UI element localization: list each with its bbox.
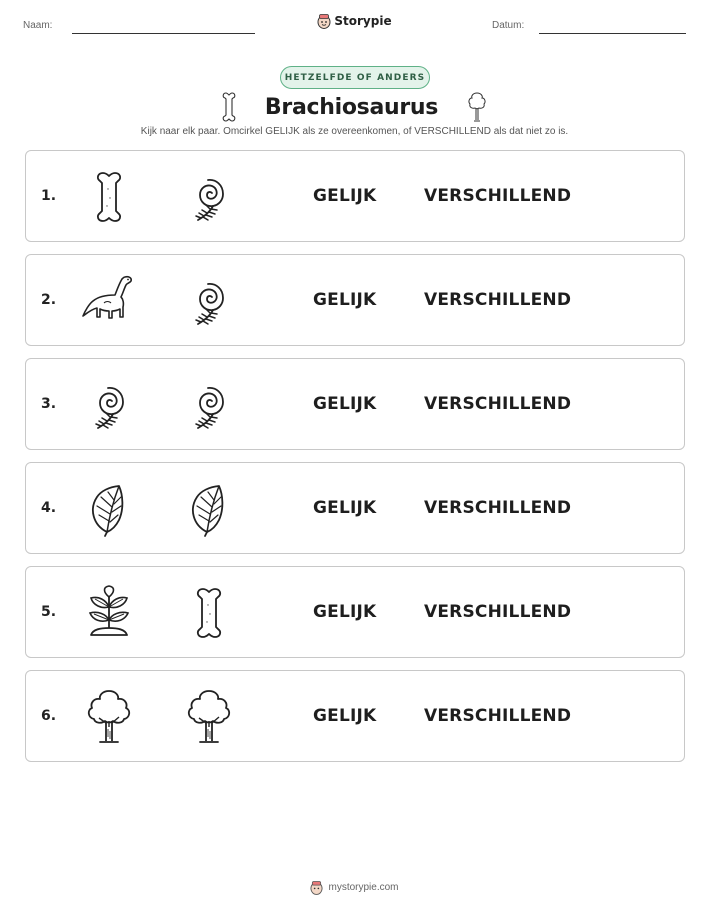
exercise-row [25,150,685,242]
exercise-row [25,566,685,658]
tree-icon [79,687,139,747]
different-option[interactable]: VERSCHILLEND [424,706,572,726]
row-number: 4. [41,500,57,516]
fern-icon [179,167,239,227]
different-option[interactable]: VERSCHILLEND [424,186,572,206]
worksheet-type-badge: HETZELFDE OF ANDERS [280,66,430,89]
row-number: 5. [41,604,57,620]
name-line[interactable] [72,33,255,34]
leaf-icon [79,479,139,539]
footer-site: mystorypie.com [328,882,399,893]
row-number: 6. [41,708,57,724]
same-option[interactable]: GELIJK [313,706,377,726]
row-number: 3. [41,396,57,412]
same-option[interactable]: GELIJK [313,290,377,310]
bone-icon [179,583,239,643]
name-label: Naam: [23,20,53,31]
fern-icon [79,375,139,435]
tree-icon [179,687,239,747]
title-row [0,90,709,124]
row-number: 2. [41,292,57,308]
different-option[interactable]: VERSCHILLEND [424,498,572,518]
bone-icon [79,167,139,227]
dinosaur-icon [79,271,139,331]
bone-icon [221,91,237,123]
brand-logo [0,13,709,29]
exercise-row [25,462,685,554]
exercise-list [25,150,685,774]
exercise-row [25,670,685,762]
same-option[interactable]: GELIJK [313,186,377,206]
storypie-mascot-icon [310,880,323,895]
instructions: Kijk naar elk paar. Omcirkel GELIJK als ze overeenkomen, of VERSCHILLEND als dat niet zo is. [140,126,569,137]
footer [0,880,709,895]
leaf-icon [179,479,239,539]
tree-icon [466,91,488,123]
same-option[interactable]: GELIJK [313,394,377,414]
page-title: Brachiosaurus [264,94,439,120]
brand-name: Storypie [334,14,392,28]
exercise-row [25,254,685,346]
different-option[interactable]: VERSCHILLEND [424,290,572,310]
fern-icon [179,271,239,331]
different-option[interactable]: VERSCHILLEND [424,394,572,414]
date-line[interactable] [539,33,686,34]
date-label: Datum: [492,20,525,31]
same-option[interactable]: GELIJK [313,602,377,622]
exercise-row [25,358,685,450]
different-option[interactable]: VERSCHILLEND [424,602,572,622]
same-option[interactable]: GELIJK [313,498,377,518]
storypie-mascot-icon [317,13,331,29]
row-number: 1. [41,188,57,204]
fern-icon [179,375,239,435]
plant-icon [79,583,139,643]
